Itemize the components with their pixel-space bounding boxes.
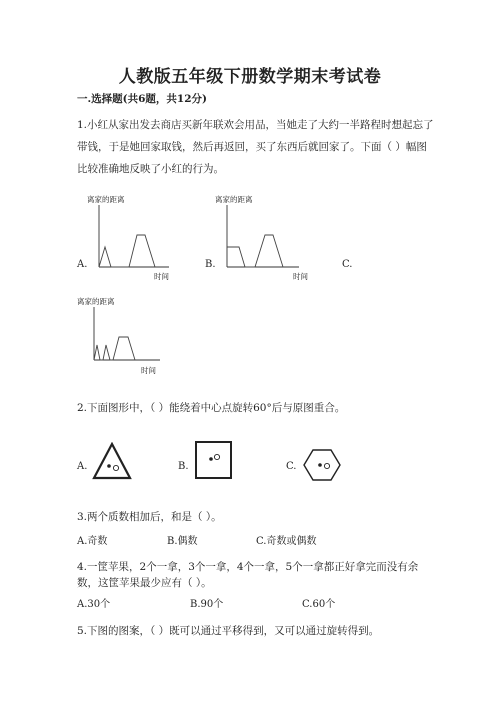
graph-c-xlabel: 时间 (141, 366, 156, 375)
question-2-square-shape (194, 440, 234, 482)
graph-b-xlabel: 时间 (293, 272, 308, 281)
question-1-graph-c (75, 293, 175, 379)
question-5-text: 5.下图的图案，（ ）既可以通过平移得到，又可以通过旋转得到。 (77, 625, 380, 637)
question-2-text: 2.下面图形中，（ ）能绕着中心点旋转60°后与原图重合。 (77, 402, 346, 414)
question-1-line-1: 1.小红从家出发去商店买新年联欢会用品，当她走了大约一半路程时想起忘了 (77, 119, 434, 131)
question-2-triangle-shape (92, 442, 136, 482)
question-1-graph-b (213, 193, 313, 283)
graph-c-ylabel: 离家的距离 (77, 297, 115, 306)
graph-a-xlabel: 时间 (154, 272, 169, 281)
graph-a-line (99, 235, 155, 267)
question-4-option-a[interactable]: A.30个 (77, 599, 111, 610)
question-2-option-c-label[interactable]: C. (286, 461, 297, 472)
question-3-option-b[interactable]: B.偶数 (167, 536, 198, 547)
question-2-hexagon-shape (303, 448, 343, 482)
question-2-option-a-label[interactable]: A. (77, 461, 88, 472)
question-1-graph-a (85, 193, 180, 283)
graph-b-ylabel: 离家的距离 (215, 195, 253, 204)
graph-c-line (94, 337, 135, 360)
question-3-text: 3.两个质数相加后，和是（ ）。 (77, 511, 222, 523)
section-heading: 一.选择题(共6题，共12分) (77, 93, 208, 105)
hexagon-circle-mark (324, 463, 329, 468)
question-1-option-b-label[interactable]: B. (205, 259, 216, 270)
question-1-option-a-label[interactable]: A. (77, 259, 88, 270)
question-2-option-b-label[interactable]: B. (178, 461, 189, 472)
hexagon-center-dot (318, 463, 322, 467)
question-3-option-a[interactable]: A.奇数 (77, 536, 108, 547)
question-4-option-b[interactable]: B.90个 (190, 599, 224, 610)
graph-a-ylabel: 离家的距离 (87, 195, 125, 204)
question-4-line-1: 4.一筐苹果，2个一拿，3个一拿，4个一拿，5个一拿都正好拿完而没有余 (77, 561, 419, 573)
question-1-line-3: 比较准确地反映了小红的行为。 (77, 163, 224, 175)
question-1-line-2: 带钱，于是她回家取钱，然后再返回，买了东西后就回家了。下面（ ）幅图 (77, 141, 427, 153)
question-3-option-c[interactable]: C.奇数或偶数 (256, 536, 317, 547)
question-4-option-c[interactable]: C.60个 (302, 599, 336, 610)
graph-b-line (227, 235, 283, 267)
question-1-option-c-label[interactable]: C. (342, 259, 353, 270)
question-4-line-2: 数，这筐苹果最少应有（ ）。 (77, 577, 212, 589)
triangle-circle-mark (113, 465, 118, 470)
square-circle-mark (214, 454, 219, 459)
square-center-dot (209, 457, 213, 461)
triangle-center-dot (107, 464, 111, 468)
page-title: 人教版五年级下册数学期末考试卷 (118, 67, 382, 87)
